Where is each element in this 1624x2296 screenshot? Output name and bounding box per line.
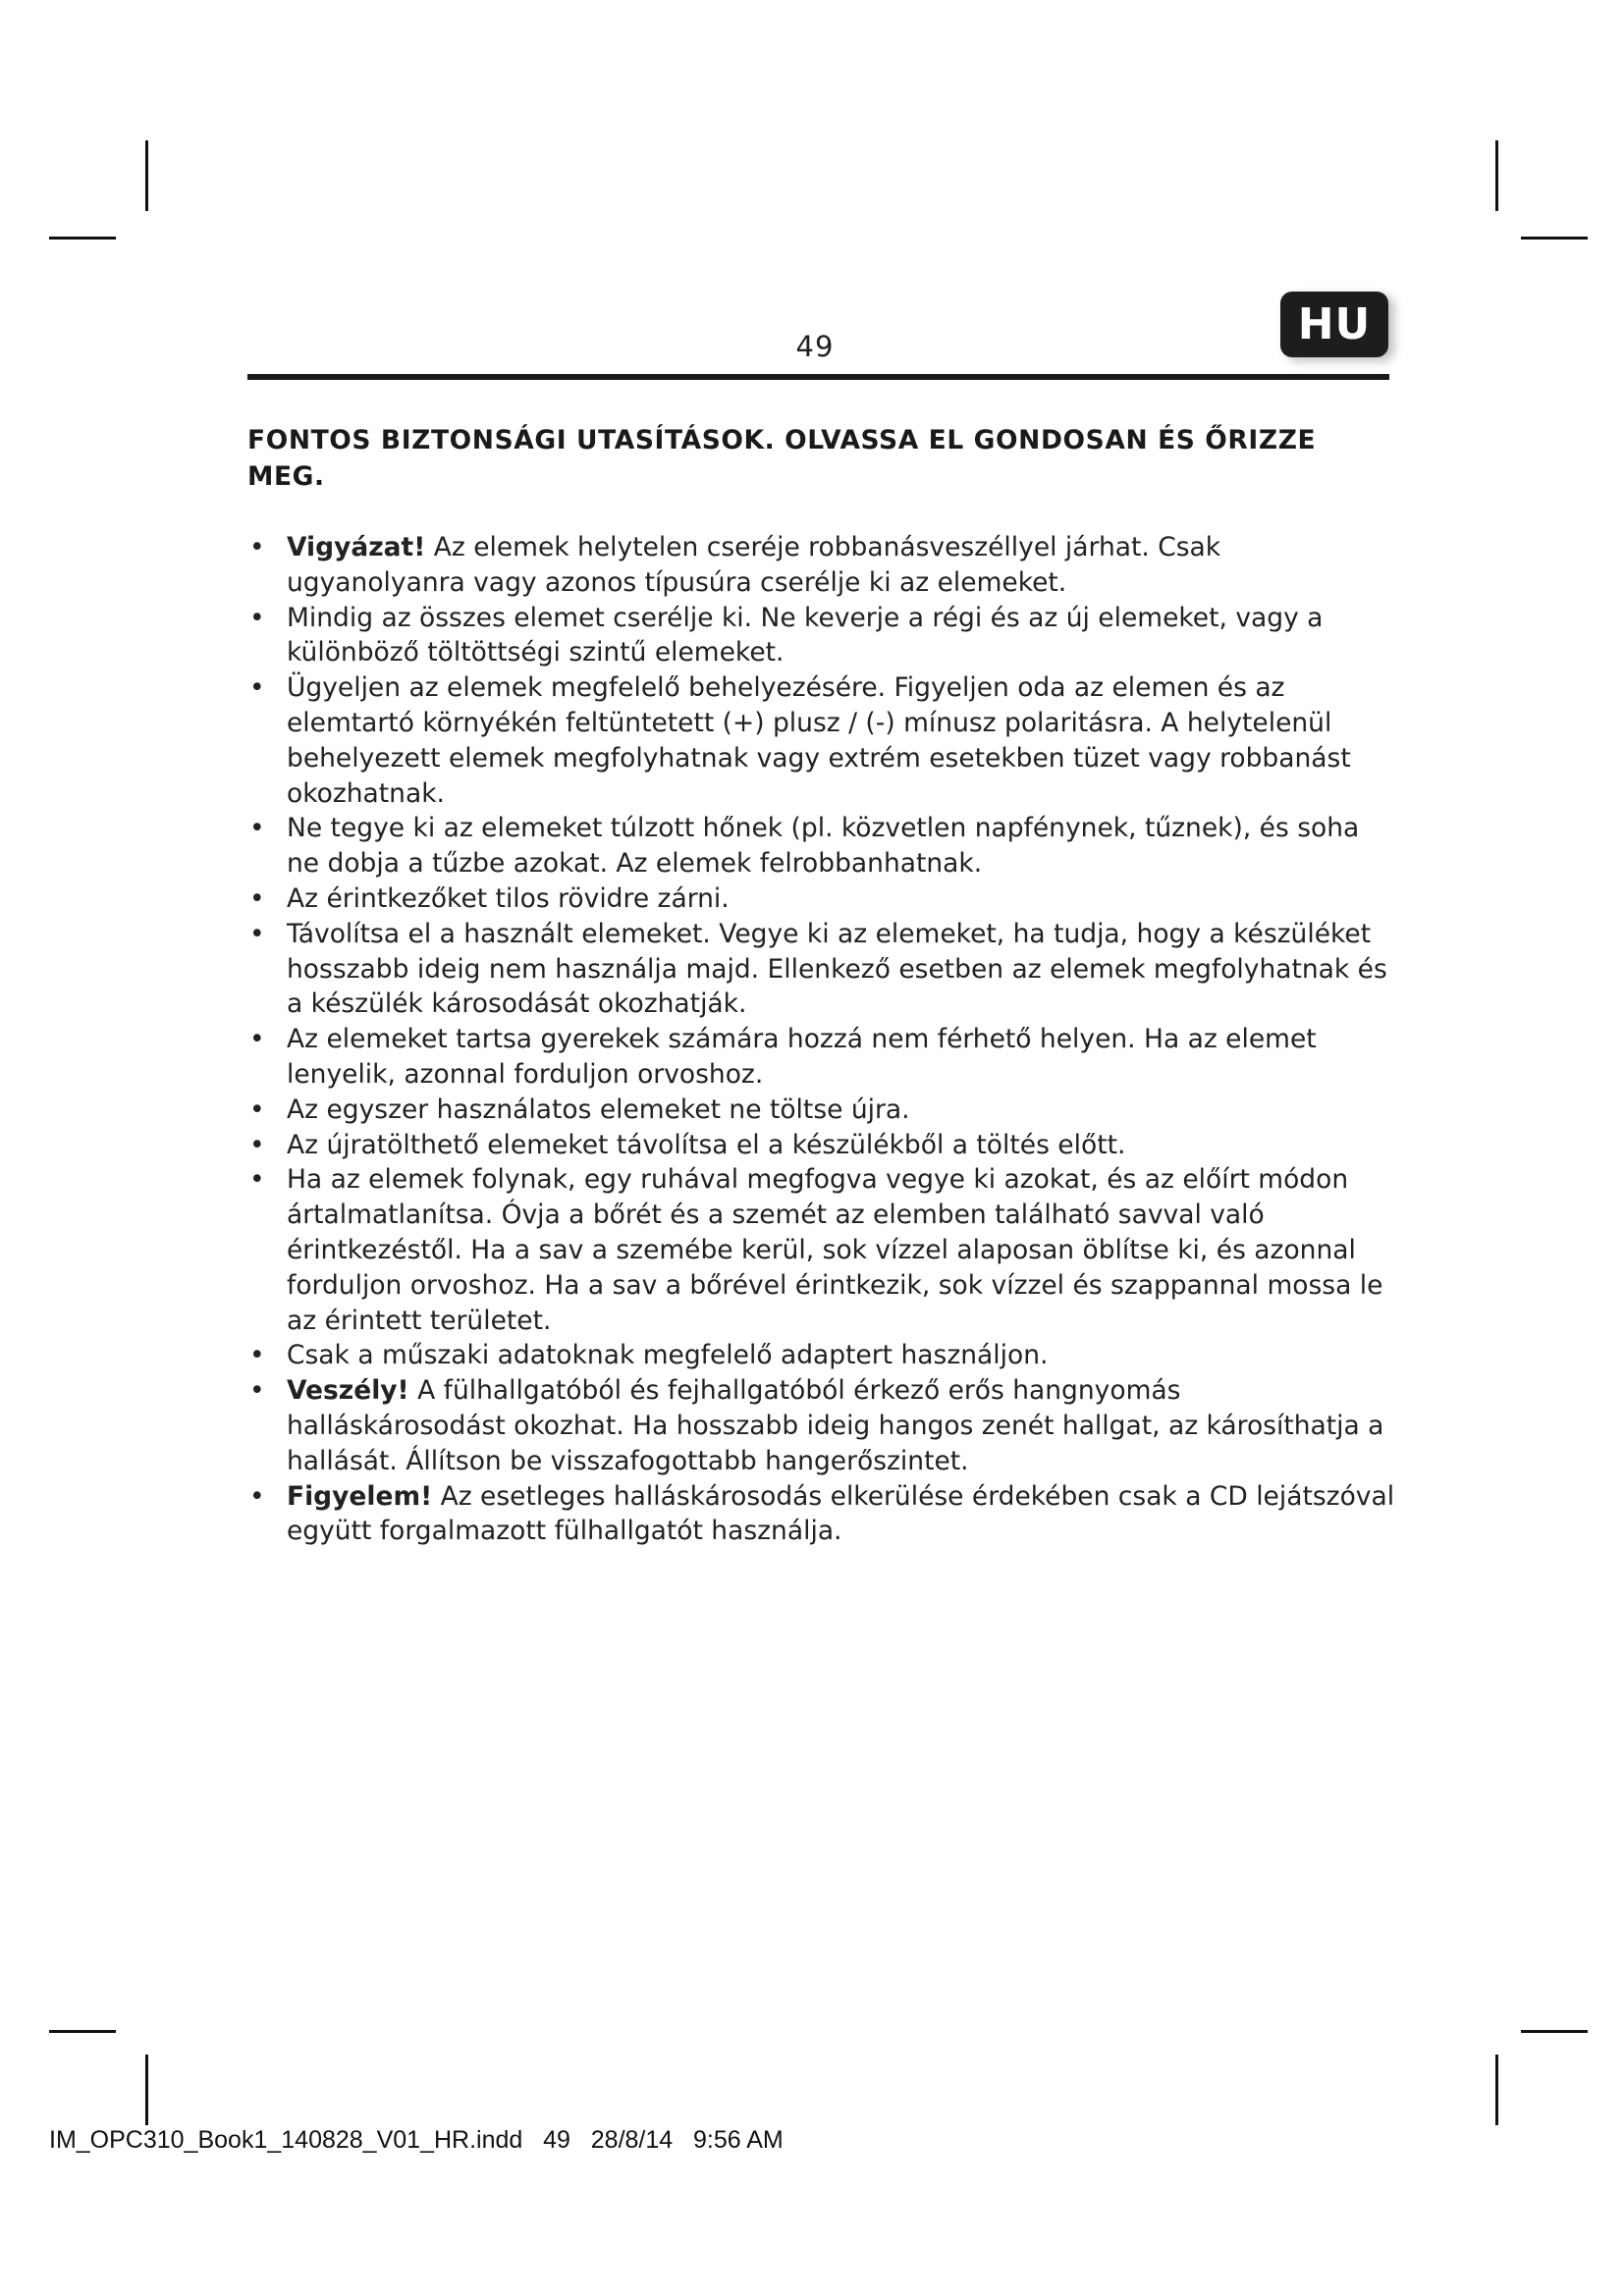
- bullet-icon: •: [249, 672, 265, 704]
- list-item-text: Az esetleges halláskárosodás elkerülése érdekében csak a CD lejátszóval együtt forgalmazott fülhallgatót használja.: [287, 1480, 1395, 1547]
- list-item: [247, 1162, 1396, 1338]
- bullet-icon: •: [249, 1164, 265, 1196]
- list-item-text: A fülhallgatóból és fejhallgatóból érkező erős hangnyomás halláskárosodást okozhat. Ha hosszabb ideig hangos zenét hallgat, az károsíthatja a hallását. Állítson be visszafogottabb hangerőszintet.: [287, 1375, 1384, 1476]
- list-item: [247, 811, 1396, 881]
- bullet-icon: •: [249, 918, 265, 949]
- bullet-icon: •: [249, 1024, 265, 1055]
- list-item-text: Ügyeljen az elemek megfelelő behelyezésére. Figyeljen oda az elemen és az elemtartó környékén feltüntetett (+) plusz / (-) mínusz polaritásra. A helytelenül behelyezett elemek megfolyhatnak vagy extrém esetekben tüzet vagy robbanást okozhatnak.: [287, 672, 1351, 809]
- warning-lead: Figyelem!: [287, 1480, 433, 1512]
- list-item-text: Az egyszer használatos elemeket ne töltse újra.: [287, 1094, 910, 1125]
- list-item: [247, 601, 1396, 671]
- bullet-icon: •: [249, 532, 265, 562]
- list-item: [247, 670, 1396, 811]
- bullet-icon: •: [249, 813, 265, 844]
- page-title: FONTOS BIZTONSÁGI UTASÍTÁSOK. OLVASSA EL GONDOSAN ÉS ŐRIZZE MEG.: [247, 425, 1317, 492]
- list-item: [247, 1338, 1396, 1373]
- bullet-icon: •: [249, 1129, 265, 1160]
- crop-mark-bottom-right-vertical: [1495, 2055, 1498, 2125]
- bullet-icon: •: [249, 1480, 265, 1512]
- list-item-text: Az elemek helytelen cseréje robbanásveszéllyel járhat. Csak ugyanolyanra vagy azonos típusúra cserélje ki az elemeket.: [287, 532, 1221, 598]
- print-slug: IM_OPC310_Book1_140828_V01_HR.indd 49 28/8/14 9:56 AM: [49, 2126, 784, 2154]
- crop-mark-top-right-vertical: [1495, 140, 1498, 211]
- safety-instructions-list: [247, 530, 1396, 1549]
- bullet-icon: •: [249, 1094, 265, 1125]
- list-item-text: Csak a műszaki adatoknak megfelelő adaptert használjon.: [287, 1340, 1049, 1371]
- warning-lead: Vigyázat!: [287, 532, 426, 562]
- warning-lead: Veszély!: [287, 1375, 409, 1407]
- crop-mark-top-left-vertical: [145, 140, 148, 211]
- bullet-icon: •: [249, 602, 265, 633]
- list-item: [247, 881, 1396, 917]
- list-item: [247, 1128, 1396, 1163]
- bullet-icon: •: [249, 1375, 265, 1407]
- list-item-text: Távolítsa el a használt elemeket. Vegye ki az elemeket, ha tudja, hogy a készüléket hosszabb ideig nem használja majd. Ellenkező esetben az elemek megfolyhatnak és a készülék károsodását okozhatják.: [287, 918, 1387, 1020]
- list-item-text: Az érintkezőket tilos rövidre zárni.: [287, 882, 730, 914]
- crop-mark-bottom-left-horizontal: [49, 2030, 116, 2033]
- bullet-icon: •: [249, 1340, 265, 1371]
- crop-mark-top-left-horizontal: [49, 237, 116, 240]
- list-item-text: Az újratölthető elemeket távolítsa el a készülékből a töltés előtt.: [287, 1129, 1126, 1160]
- list-item: [247, 1022, 1396, 1093]
- language-badge: HU: [1280, 292, 1388, 357]
- list-item-text: Ne tegye ki az elemeket túlzott hőnek (pl. közvetlen napfénynek, tűznek), és soha ne dobja a tűzbe azokat. Az elemek felrobbanhatnak.: [287, 813, 1360, 880]
- list-item-text: Az elemeket tartsa gyerekek számára hozzá nem férhető helyen. Ha az elemet lenyelik, azonnal forduljon orvoshoz.: [287, 1024, 1317, 1090]
- crop-mark-bottom-left-vertical: [145, 2055, 148, 2125]
- crop-mark-top-right-horizontal: [1521, 237, 1588, 240]
- bullet-icon: •: [249, 882, 265, 914]
- crop-mark-bottom-right-horizontal: [1521, 2030, 1588, 2033]
- list-item: [247, 917, 1396, 1022]
- list-item: [247, 530, 1396, 601]
- list-item-text: Mindig az összes elemet cserélje ki. Ne keverje a régi és az új elemeket, vagy a különböző töltöttségi szintű elemeket.: [287, 602, 1324, 668]
- list-item-text: Ha az elemek folynak, egy ruhával megfogva vegye ki azokat, és az előírt módon ártalmatlanítsa. Óvja a bőrét és a szemét az elemben található savval való érintkezéstől. Ha a sav a szemébe kerül, sok vízzel alaposan öblítse ki, és azonnal forduljon orvoshoz. Ha a sav a bőrével érintkezik, sok vízzel és szappannal mossa le az érintett területet.: [287, 1164, 1383, 1336]
- header-divider: [247, 374, 1389, 380]
- list-item: [247, 1093, 1396, 1128]
- page-number: 49: [795, 330, 835, 363]
- list-item: [247, 1479, 1396, 1550]
- list-item: [247, 1373, 1396, 1478]
